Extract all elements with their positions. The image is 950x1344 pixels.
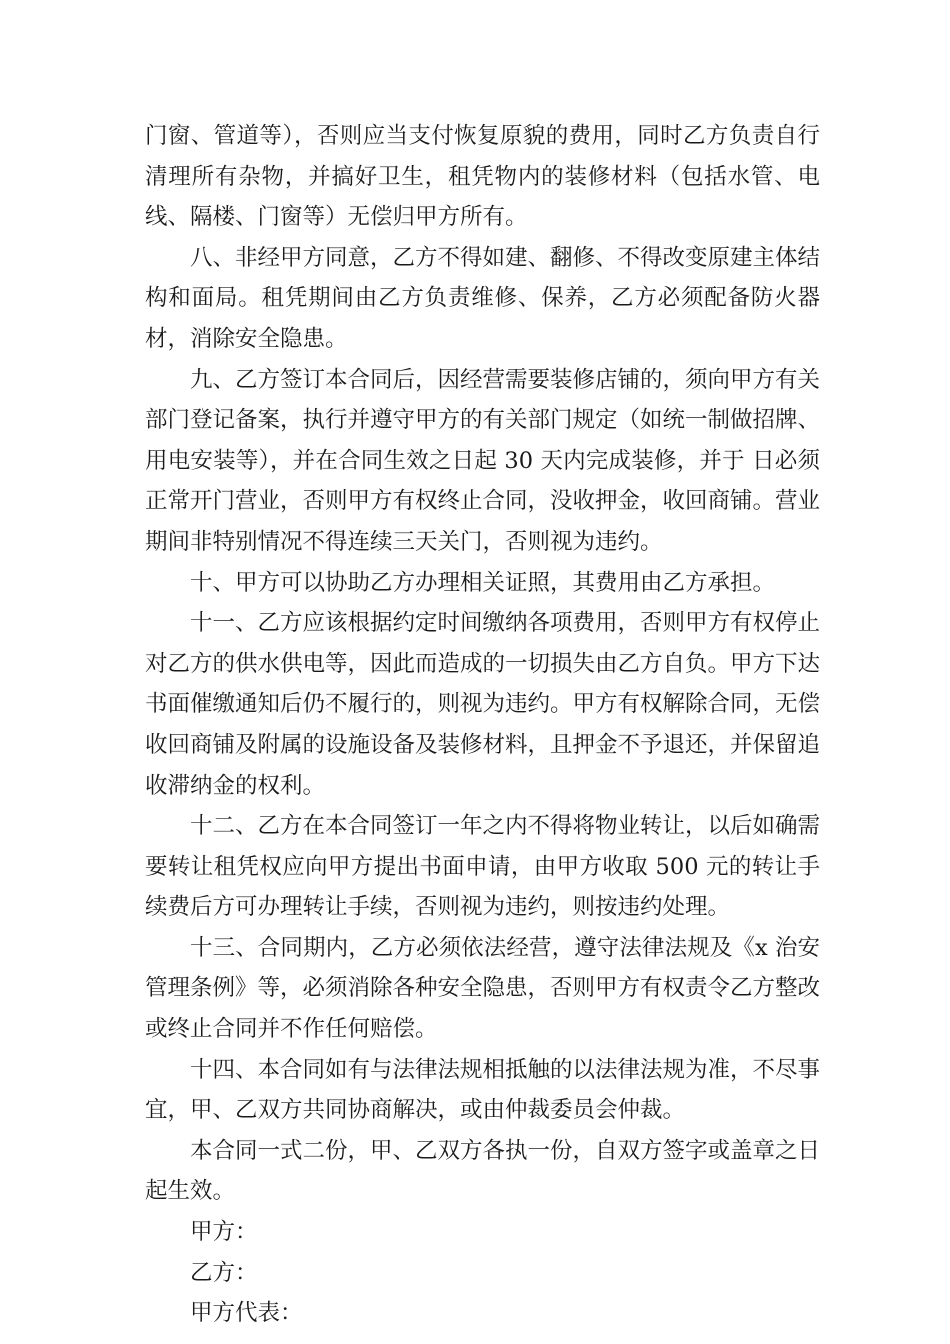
clause-8: 八、非经甲方同意，乙方不得如建、翻修、不得改变原建主体结构和面局。租凭期间由乙方负责维修、保养，乙方必须配备防火器材，消除安全隐患。: [145, 244, 821, 352]
signature-party-a: 甲方：: [190, 1219, 258, 1246]
clause-10: 十、甲方可以协助乙方办理相关证照，其费用由乙方承担。: [190, 569, 776, 596]
clause-13: 十三、合同期内，乙方必须依法经营，遵守法律法规及《x 治安管理条例》等，必须消除各种安全隐患，否则甲方有权责令乙方整改或终止合同并不作任何赔偿。: [145, 934, 821, 1043]
signature-party-a-representative: 甲方代表：: [190, 1300, 303, 1327]
document-body: [145, 116, 820, 1334]
clause-14: 十四、本合同如有与法律法规相抵触的以法律法规为准，不尽事宜，甲、乙双方共同协商解决，或由仲裁委员会仲裁。: [145, 1056, 821, 1124]
clause-9: 九、乙方签订本合同后，因经营需要装修店铺的，须向甲方有关部门登记备案，执行并遵守甲方的有关部门规定（如统一制做招牌、用电安装等），并在合同生效之日起 30 天内完成装修，并于 日必须正常开门营业，否则甲方有权终止合同，没收押金，收回商铺。营业期间非特别情况不得连续三天关门，否则视为违约。: [145, 366, 821, 555]
paragraph-continuation: 门窗、管道等），否则应当支付恢复原貌的费用，同时乙方负责自行清理所有杂物，并搞好卫生，租凭物内的装修材料（包括水管、电线、隔楼、门窗等）无偿归甲方所有。: [145, 123, 820, 231]
clause-11: 十一、乙方应该根据约定时间缴纳各项费用，否则甲方有权停止对乙方的供水供电等，因此而造成的一切损失由乙方自负。甲方下达书面催缴通知后仍不履行的，则视为违约。甲方有权解除合同，无偿收回商铺及附属的设施设备及装修材料，且押金不予退还，并保留追收滞纳金的权利。: [145, 610, 821, 799]
clause-12: 十二、乙方在本合同签订一年之内不得将物业转让，以后如确需要转让租凭权应向甲方提出书面申请，由甲方收取 500 元的转让手续费后方可办理转让手续，否则视为违约，则按违约处理。: [145, 813, 821, 921]
closing-clause: 本合同一式二份，甲、乙双方各执一份，自双方签字或盖章之日起生效。: [145, 1137, 821, 1205]
signature-party-b: 乙方：: [190, 1259, 258, 1286]
